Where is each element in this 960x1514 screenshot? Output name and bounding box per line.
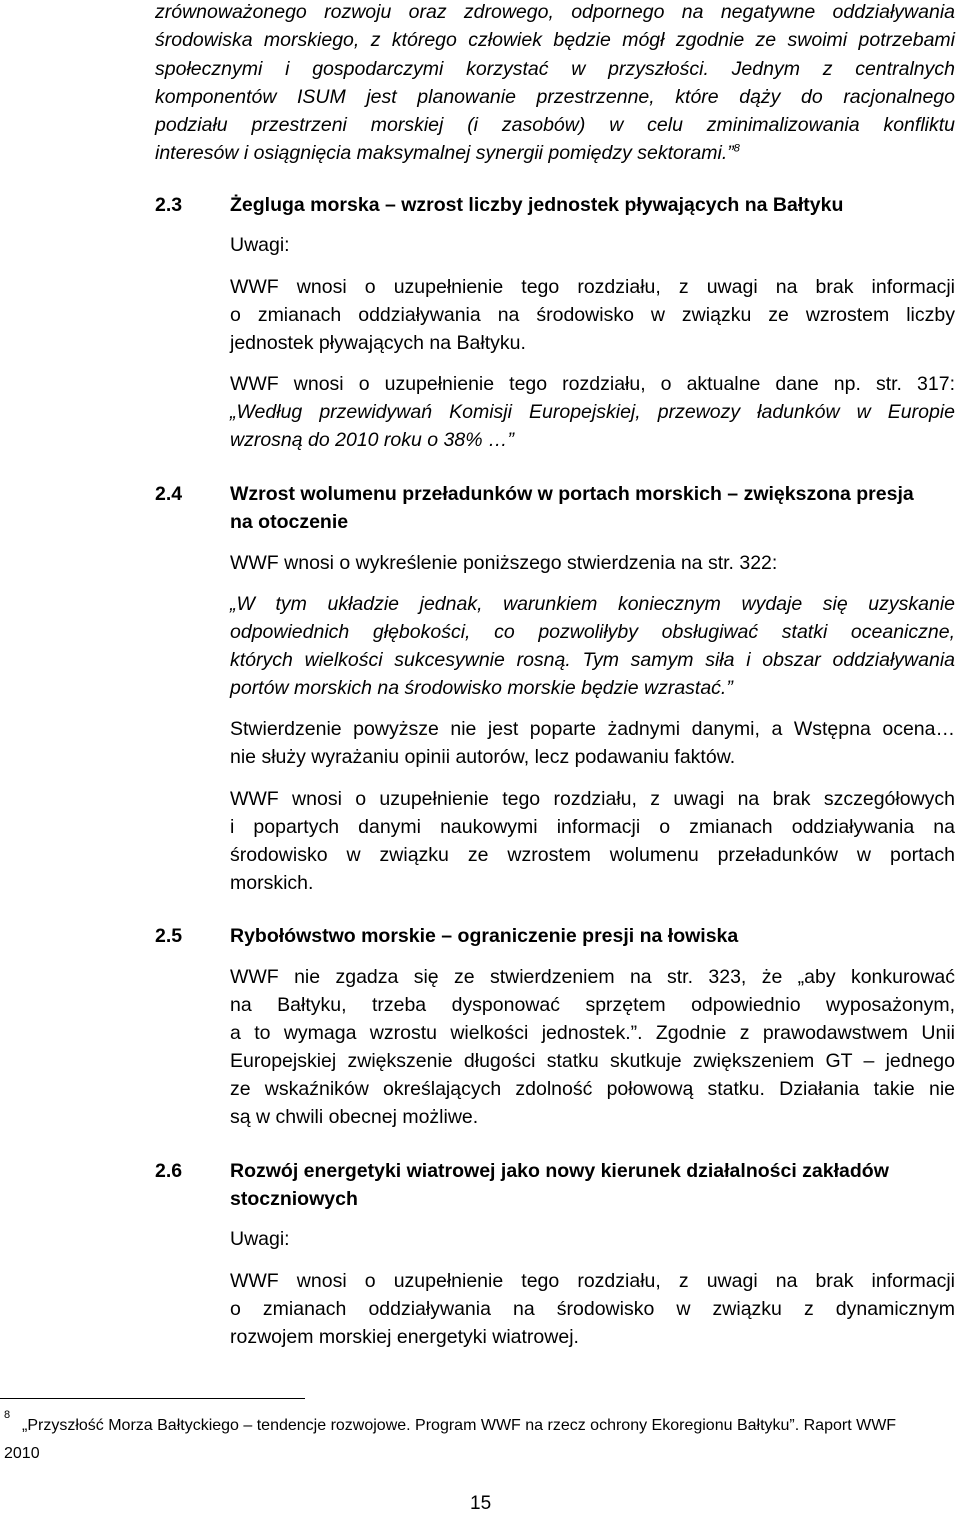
quote-line: „W tym układzie jednak, warunkiem koniecznym wydaje się uzyskanie [230, 593, 955, 615]
paragraph-line: środowisko w związku ze wzrostem wolumenu przeładunków w portach [230, 844, 955, 866]
footnote-text: 2010 [4, 1445, 40, 1462]
section-title: na otoczenie [230, 511, 349, 533]
section-number: 2.6 [155, 1160, 183, 1182]
paragraph-line: WWF wnosi o uzupełnienie tego rozdziału, z uwagi na brak informacji [230, 1270, 955, 1292]
paragraph-line: i popartych danymi naukowymi informacji o zmianach oddziaływania na [230, 816, 955, 838]
paragraph-line: WWF wnosi o uzupełnienie tego rozdziału, z uwagi na brak informacji [230, 276, 955, 298]
section-title: Rozwój energetyki wiatrowej jako nowy kierunek działalności zakładów [230, 1160, 889, 1182]
footnote-separator [0, 1398, 305, 1399]
uwagi-label: Uwagi: [230, 234, 290, 256]
quote-line: wzrosną do 2010 roku o 38% …” [230, 429, 514, 451]
paragraph-line: WWF wnosi o wykreślenie poniższego stwierdzenia na str. 322: [230, 552, 778, 574]
section-title: stoczniowych [230, 1188, 358, 1210]
intro-line: zrównoważonego rozwoju oraz zdrowego, odpornego na negatywne oddziaływania [155, 1, 955, 23]
paragraph-line: WWF wnosi o uzupełnienie tego rozdziału, z uwagi na brak szczegółowych [230, 788, 955, 810]
paragraph-line: a to wymaga wzrostu wielkości jednostek.”. Zgodnie z prawodawstwem Unii [230, 1022, 955, 1044]
section-number: 2.4 [155, 483, 183, 505]
section-title: Żegluga morska – wzrost liczby jednostek pływających na Bałtyku [230, 194, 844, 216]
intro-line: podziału przestrzeni morskiej (i zasobów) w celu zminimalizowania konfliktu [155, 114, 955, 136]
paragraph-line: Europejskiej zwiększenie długości statku skutkuje zwiększeniem GT – jednego [230, 1050, 955, 1072]
paragraph-line: o zmianach oddziaływania na środowisko w związku ze wzrostem liczby [230, 304, 955, 326]
paragraph-line: są w chwili obecnej możliwe. [230, 1106, 479, 1128]
quote-line: „Według przewidywań Komisji Europejskiej, przewozy ładunków w Europie [230, 401, 955, 423]
uwagi-label: Uwagi: [230, 1228, 290, 1250]
section-number: 2.3 [155, 194, 183, 216]
page-number: 15 [470, 1493, 492, 1514]
section-title: Rybołówstwo morskie – ograniczenie presji na łowiska [230, 925, 739, 947]
paragraph-line: nie służy wyrażaniu opinii autorów, lecz podawaniu faktów. [230, 746, 736, 768]
paragraph-line: o zmianach oddziaływania na środowisko w związku z dynamicznym [230, 1298, 955, 1320]
paragraph-line: WWF wnosi o uzupełnienie tego rozdziału, o aktualne dane np. str. 317: [230, 373, 955, 395]
paragraph-line: morskich. [230, 872, 314, 894]
paragraph-line: na Bałtyku, trzeba dysponować sprzętem odpowiednio wyposażonym, [230, 994, 955, 1016]
section-title: Wzrost wolumenu przeładunków w portach morskich – zwiększona presja [230, 483, 914, 505]
footnote-mark: 8 [4, 1409, 11, 1421]
intro-line: komponentów ISUM jest planowanie przestrzenne, które dąży do racjonalnego [155, 86, 955, 108]
intro-line: środowiska morskiego, z którego człowiek będzie mógł zgodnie ze swoimi potrzebami [155, 29, 955, 51]
footnote-text: „Przyszłość Morza Bałtyckiego – tendencje rozwojowe. Program WWF na rzecz ochrony Ekoregionu Bałtyku”. Raport WWF [22, 1417, 897, 1434]
quote-line: których wielkości sukcesywnie rosną. Tym samym siła i obszar oddziaływania [230, 649, 955, 671]
paragraph-line: WWF nie zgadza się ze stwierdzeniem na str. 323, że „aby konkurować [230, 966, 955, 988]
quote-line: odpowiednich głębokości, co pozwoliłyby obsługiwać statki oceaniczne, [230, 621, 955, 643]
paragraph-line: Stwierdzenie powyższe nie jest poparte żadnymi danymi, a Wstępna ocena… [230, 718, 955, 740]
section-number: 2.5 [155, 925, 183, 947]
quote-line: portów morskich na środowisko morskie będzie wzrastać.” [230, 677, 733, 699]
intro-last-line [155, 144, 740, 164]
intro-line: interesów i osiągnięcia maksymalnej synergii pomiędzy sektorami.” [155, 142, 734, 164]
footnote-reference: 8 [733, 142, 740, 155]
paragraph-line: ze wskaźników określających zdolność połowową statku. Działania takie nie [230, 1078, 955, 1100]
paragraph-line: jednostek pływających na Bałtyku. [230, 332, 526, 354]
paragraph-line: rozwojem morskiej energetyki wiatrowej. [230, 1326, 579, 1348]
intro-line: społecznymi i gospodarczymi korzystać w przyszłości. Jednym z centralnych [155, 58, 955, 80]
